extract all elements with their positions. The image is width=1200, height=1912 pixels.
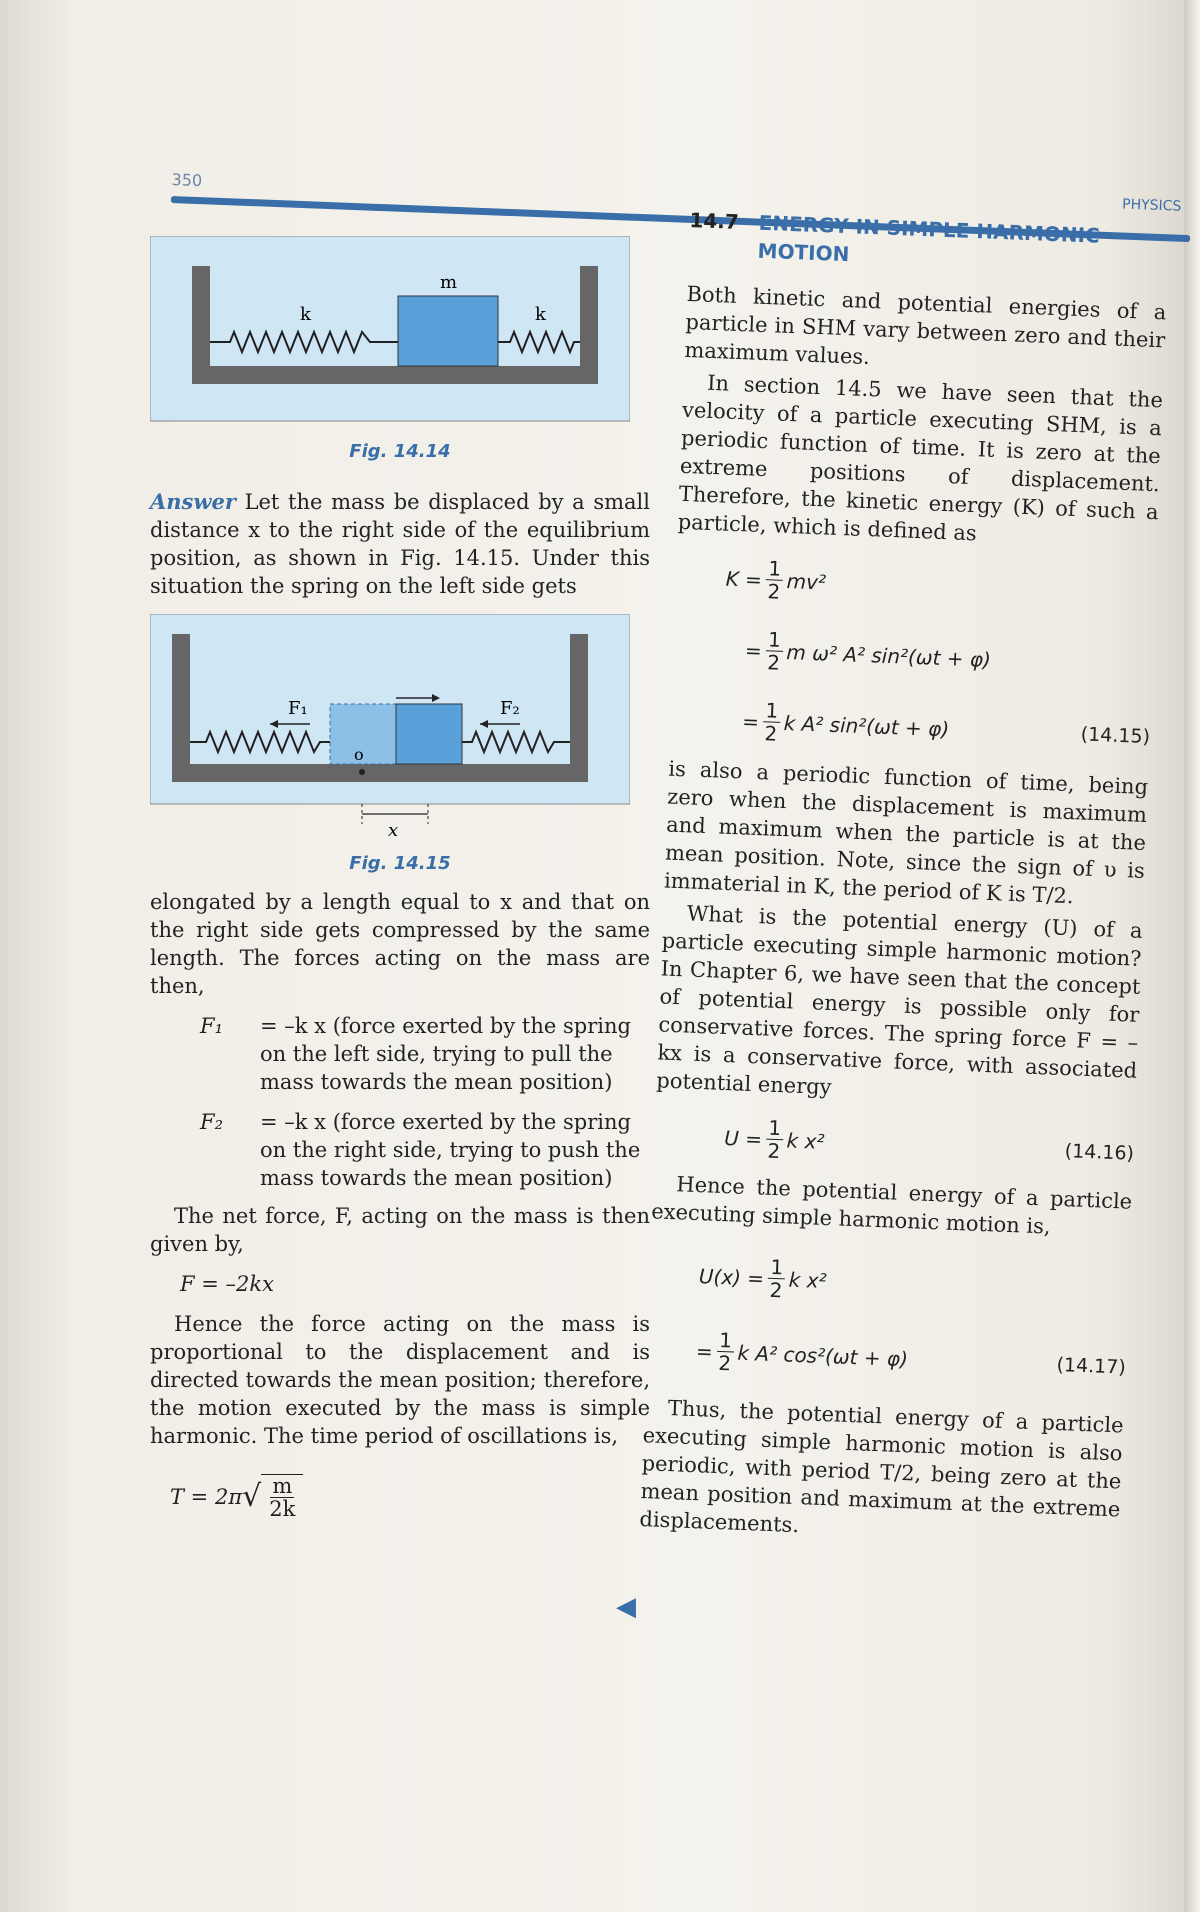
u-eq1-frac xyxy=(765,1117,783,1163)
fig-14-14-caption: Fig. 14.14 xyxy=(349,441,451,462)
origin-label: o xyxy=(354,745,364,764)
fig-14-15-caption: Fig. 14.15 xyxy=(349,853,451,874)
force-f1-rhs: = –k x (force exerted by the spring on the left side, trying to pull the mass towards the mean position) xyxy=(260,1014,631,1094)
end-marker-icon: ◀ xyxy=(616,1592,636,1622)
page-edge xyxy=(1184,0,1200,1912)
k-left-label: k xyxy=(300,304,311,325)
running-title: PHYSICS xyxy=(1121,196,1182,215)
k-eq1-lhs: K = xyxy=(725,566,763,592)
u-eq2-lhs: U(x) = xyxy=(698,1263,765,1291)
sqrt-sign: √ xyxy=(242,1479,262,1514)
potential-eq-1 xyxy=(653,1112,1134,1175)
right-paragraph-3: is also a periodic function of time, being zero when the displacement is maximum and maximum when the particle is at the mean position. Note, since the sign of υ is immaterial in K, the period of K is T/2. xyxy=(663,756,1149,909)
section-title: ENERGY IN SIMPLE HARMONIC MOTION xyxy=(757,210,1101,267)
right-paragraph-5: Hence the potential energy of a particle executing simple harmonic motion is, xyxy=(650,1172,1133,1239)
k-eq3-lhs: = xyxy=(741,708,760,734)
potential-eq-2 xyxy=(648,1251,1129,1314)
k-eq3-den: 2 xyxy=(764,721,778,746)
u-eq1-num: 1 xyxy=(767,1115,782,1141)
eq-number-14-15: (14.15) xyxy=(1080,722,1151,748)
right-paragraph-6: Thus, the potential energy of a particle executing simple harmonic motion is also periodic, with period T/2, being zero at the mean position and maximum at the extreme displacements. xyxy=(639,1396,1124,1538)
k-eq2-lhs: = xyxy=(744,637,763,663)
k-eq2-den: 2 xyxy=(766,650,781,675)
net-force-text: The net force, F, acting on the mass is then given by, xyxy=(150,1204,650,1256)
figure-14-15 xyxy=(150,614,630,844)
k-eq2-frac xyxy=(765,628,783,674)
u-eq3-frac xyxy=(716,1329,734,1375)
answer-text: Let the mass be displaced by a small distance x to the right side of the equilibrium position, as shown in Fig. 14.15. Under this situation the spring on the left side gets xyxy=(150,490,650,598)
k-eq1-den: 2 xyxy=(767,579,781,604)
force-f2 xyxy=(150,1108,650,1192)
net-force-equation: F = –2kx xyxy=(180,1272,274,1296)
origin-marker xyxy=(359,769,365,775)
kinetic-eq-2 xyxy=(672,625,1153,688)
u-eq3-num: 1 xyxy=(718,1327,733,1353)
k-eq1-frac xyxy=(765,557,783,603)
figure-14-14 xyxy=(150,236,630,446)
period-equation xyxy=(150,1474,650,1520)
u-eq1-lhs: U = xyxy=(723,1125,763,1151)
k-right-label: k xyxy=(535,304,546,325)
k-eq2-rhs: m ω² A² sin²(ωt + φ) xyxy=(786,639,992,672)
displacement-label: x xyxy=(388,820,399,841)
right-column xyxy=(639,206,1170,1551)
u-eq3-den: 2 xyxy=(717,1350,732,1376)
force-f1-lhs: F₁ xyxy=(200,1014,223,1038)
period-lhs: T = 2π xyxy=(170,1485,243,1509)
page-number: 350 xyxy=(171,170,203,191)
left-paragraph-3: Hence the force acting on the mass is proportional to the displacement and is directed towards the mean position; therefore, the motion executed by the mass is simple harmonic. The time period of oscillations is, xyxy=(150,1312,650,1448)
period-fraction xyxy=(269,1475,295,1520)
u-eq3-lhs: = xyxy=(695,1338,714,1364)
eq-number-14-17: (14.17) xyxy=(1056,1353,1127,1379)
k-eq3-frac xyxy=(762,699,780,745)
k-eq1-num: 1 xyxy=(767,556,782,581)
u-eq2-rhs: k x² xyxy=(788,1267,828,1293)
u-eq3-rhs: k A² cos²(ωt + φ) xyxy=(737,1340,909,1371)
left-paragraph-2: elongated by a length equal to x and that on the right side gets compressed by the same length. The forces acting on the mass are then, xyxy=(150,890,650,998)
mass-block xyxy=(398,296,498,366)
sqrt-radicand xyxy=(261,1474,303,1520)
u-eq2-den: 2 xyxy=(769,1277,783,1303)
u-eq2-num: 1 xyxy=(770,1254,784,1280)
eq-number-14-16: (14.16) xyxy=(1064,1139,1135,1165)
mass-label: m xyxy=(440,272,458,293)
period-numerator: m xyxy=(272,1474,293,1498)
sqrt-expression xyxy=(242,1474,303,1520)
left-column xyxy=(150,236,650,1532)
answer-paragraph xyxy=(150,488,650,600)
right-paragraph-1: Both kinetic and potential energies of a particle in SHM vary between zero and their maximum values. xyxy=(684,281,1167,370)
u-eq1-rhs: k x² xyxy=(786,1127,825,1154)
f1-label: F₁ xyxy=(288,698,308,719)
k-eq2-num: 1 xyxy=(767,627,782,652)
f2-label: F₂ xyxy=(500,698,520,719)
right-paragraph-4: What is the potential energy (U) of a particle executing simple harmonic motion? In Chapter 6, we have seen that the concept of potential energy is possible only for conservative forces. The spring force F = –kx is a conservative force, with associated potential energy xyxy=(655,901,1143,1100)
u-eq2-frac xyxy=(767,1256,785,1302)
force-f2-lhs: F₂ xyxy=(200,1110,223,1134)
answer-label: Answer xyxy=(150,489,236,514)
k-eq1-rhs: mv² xyxy=(786,568,827,594)
u-eq1-den: 2 xyxy=(767,1138,781,1164)
kinetic-eq-3 xyxy=(669,696,1150,759)
k-eq3-num: 1 xyxy=(765,698,779,723)
displaced-mass xyxy=(396,704,462,764)
k-eq3-rhs: k A² sin²(ωt + φ) xyxy=(783,710,950,741)
period-denominator: 2k xyxy=(269,1497,296,1521)
force-f1 xyxy=(150,1012,650,1096)
kinetic-eq-1 xyxy=(675,554,1156,617)
right-paragraph-2: In section 14.5 we have seen that the velocity of a particle executing SHM, is a periodic function of time. It is zero at the extreme positions of displacement. Therefore, the kinetic energy (K) of such a particle, which is defined as xyxy=(677,370,1164,546)
section-number: 14.7 xyxy=(689,207,740,234)
potential-eq-3 xyxy=(645,1326,1126,1389)
figure-background xyxy=(150,236,630,421)
force-f2-rhs: = –k x (force exerted by the spring on the right side, trying to push the mass towards the mean position) xyxy=(260,1110,641,1190)
